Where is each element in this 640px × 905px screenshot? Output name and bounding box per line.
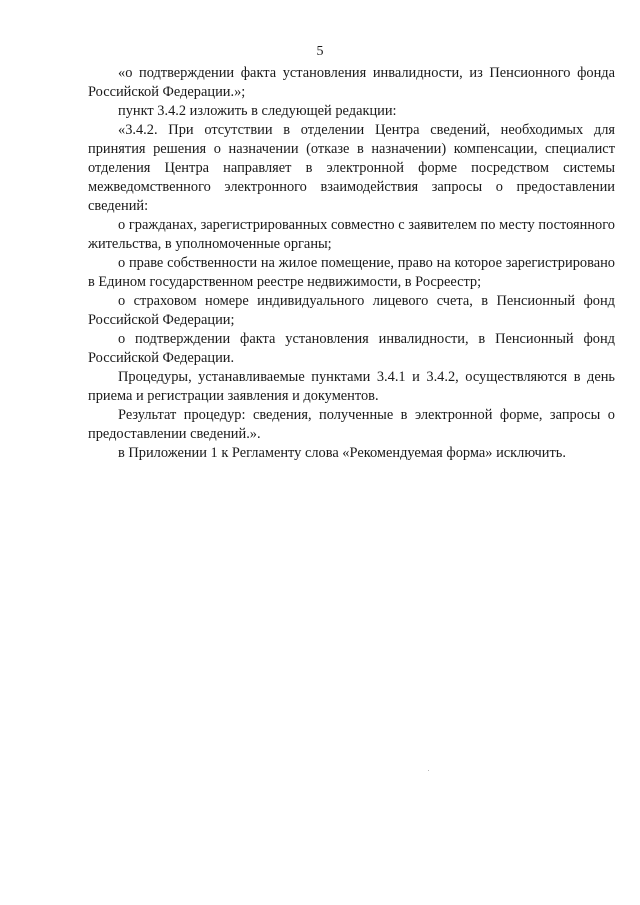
paragraph: Процедуры, устанавливаемые пунктами 3.4.1 и 3.4.2, осуществляются в день приема и регистрации заявления и документов. [88, 369, 615, 404]
paragraph: Результат процедур: сведения, полученные в электронной форме, запросы о предоставлении сведений.». [88, 407, 615, 442]
paragraph: «3.4.2. При отсутствии в отделении Центра сведений, необходимых для принятия решения о назначении (отказе в назначении) компенсации, специалист отделения Центра направляет в электронной форме посредством системы межведомственного электронного взаимодействия запросы о предоставлении сведений: [88, 122, 615, 214]
paragraph: в Приложении 1 к Регламенту слова «Рекомендуемая форма» исключить. [118, 445, 566, 461]
paragraph: о подтверждении факта установления инвалидности, в Пенсионный фонд Российской Федерации. [88, 331, 615, 366]
paragraph: пункт 3.4.2 изложить в следующей редакции: [118, 103, 397, 119]
scan-speck [428, 770, 429, 771]
paragraph: о гражданах, зарегистрированных совместно с заявителем по месту постоянного жительства, в уполномоченные органы; [88, 217, 615, 252]
paragraph: о праве собственности на жилое помещение, право на которое зарегистрировано в Едином государственном реестре недвижимости, в Росреестр; [88, 255, 615, 290]
paragraph: «о подтверждении факта установления инвалидности, из Пенсионного фонда Российской Федерации.»; [88, 65, 615, 100]
page-number: 5 [316, 44, 324, 59]
document-body [88, 64, 615, 463]
paragraph: о страховом номере индивидуального лицевого счета, в Пенсионный фонд Российской Федерации; [88, 293, 615, 328]
